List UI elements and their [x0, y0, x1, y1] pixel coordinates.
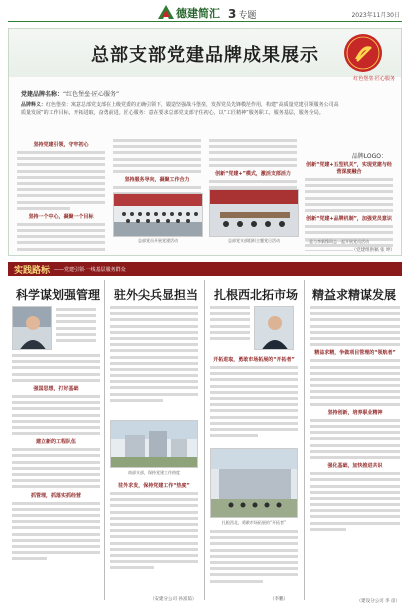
story-subhead: 精益求精，争做项目管理的“领航者” — [314, 350, 396, 357]
portrait-image — [255, 307, 294, 350]
brand-connotation-label: 品牌释义： — [21, 102, 47, 108]
feature-column-4 — [305, 159, 393, 251]
story-title: 驻外尖兵显担当 — [114, 288, 199, 302]
strip-title: 实践路标 — [14, 266, 51, 276]
party-emblem-icon — [343, 33, 383, 73]
brand-name: “红色堡垒·匠心服务” — [63, 91, 120, 98]
column-subhead: 坚持服务导向，凝聚工作合力 — [124, 177, 190, 184]
page-number: 3 — [228, 7, 237, 21]
story-3-body-bottom — [210, 530, 298, 594]
story-title: 科学谋划强管理 — [16, 288, 101, 302]
site-photo-image — [211, 449, 298, 518]
newspaper-name: 德建简汇 — [176, 7, 220, 20]
photo-caption: 扎根西北，勇敢市场拓展的“开拓者” — [221, 520, 287, 525]
issue-date: 2023年11月30日 — [351, 12, 400, 19]
feature-section — [8, 28, 402, 256]
story-4-body — [310, 306, 400, 596]
story-title: 扎根西北拓市场 — [214, 288, 299, 302]
newspaper-logo-icon — [158, 5, 174, 19]
column-divider — [304, 280, 305, 600]
page-section: 专题 — [238, 11, 257, 21]
story-author: （安建分公司 孙富茹） — [150, 597, 197, 602]
story-subhead: 驻外求发，保持党建工作“热度” — [118, 483, 190, 489]
group-photo-image — [114, 194, 203, 237]
meeting-photo-image — [210, 190, 299, 237]
section-strip — [8, 262, 402, 276]
story-2-photo — [110, 420, 198, 468]
story-subhead: 坚持创新，培养职业精神 — [327, 409, 383, 416]
story-3-photo — [210, 448, 298, 518]
column-subhead: 创新“党建+品牌机制”，加强党员意识 — [306, 216, 392, 223]
story-3-portrait — [254, 306, 294, 350]
brand-logo-label: 品牌LOGO： — [351, 153, 387, 160]
story-subhead: 开拓进取，勇敢市场拓展的“开拓者” — [213, 357, 295, 363]
brand-connotation-text: 红色堡垒：寓意总部党支部在上级党委的正确引领下，锻造坚强战斗堡垒，发挥党员先锋模范作用，构建“高质量党建引领服务公司高质量发展”的工作目标，开拓进取，奋勇前进。匠心服务：意在要求总部党支部守住初心，以“工匠精神”服务职工，服务基层，服务全局。 — [21, 102, 339, 116]
masthead — [8, 4, 402, 22]
story-author: （建设分公司 李 彦） — [356, 599, 400, 604]
column-subhead: 创新“党建+五型机关”，实现党建与经营深度融合 — [306, 162, 392, 175]
column-divider — [204, 280, 205, 600]
story-1-portrait — [12, 306, 52, 350]
story-1-body — [12, 354, 100, 606]
story-1-intro — [56, 308, 96, 350]
story-author: （李鹏） — [270, 597, 288, 602]
feature-photo-group — [113, 193, 203, 237]
column-subhead: 创新“党建+”模式，激活支部活力 — [215, 170, 291, 177]
feature-author: （党建组供稿 张 坤） — [351, 248, 395, 253]
photo-caption: 一是与李新锋同志一起开展党员活动 — [305, 239, 369, 244]
feature-title: 总部支部党建品牌成果展示 — [91, 45, 319, 66]
column-subhead: 坚持党建引领，守牢初心 — [33, 142, 89, 148]
photo-caption: 总部党支部组织主题党日活动 — [228, 238, 280, 243]
brand-name-line — [21, 89, 119, 98]
feature-photo-meeting — [209, 189, 299, 237]
building-photo-image — [111, 421, 198, 468]
story-2-body-top — [110, 306, 198, 414]
portrait-image — [13, 307, 52, 350]
story-subhead: 建立新的工程队伍 — [35, 439, 76, 446]
strip-subtitle: ——党建引领·一线基层服务群众 — [54, 267, 126, 273]
brand-name-label: 党建品牌名称： — [21, 91, 64, 98]
photo-caption: 南部支部，保持党建工作热度 — [128, 470, 180, 475]
feature-column-1 — [17, 139, 105, 251]
page-label — [228, 7, 256, 21]
story-subhead: 强国思想，打好基础 — [33, 385, 79, 392]
column-divider — [104, 280, 105, 600]
story-2-body-bottom — [110, 480, 198, 590]
story-subhead: 抓管理，抓落实抓经营 — [30, 492, 81, 499]
story-3-intro — [210, 306, 250, 350]
photo-caption: 总部党员开展党建活动 — [138, 238, 178, 243]
story-title: 精益求精谋发展 — [312, 288, 397, 302]
brand-connotation — [21, 101, 341, 117]
column-subhead: 坚持一个中心，凝聚一个目标 — [28, 213, 94, 220]
story-3-body-top — [210, 354, 298, 446]
badge-caption: 红色堡垒·匠心服务 — [353, 76, 395, 82]
story-subhead: 强化基础，加快推进共识 — [327, 463, 383, 470]
